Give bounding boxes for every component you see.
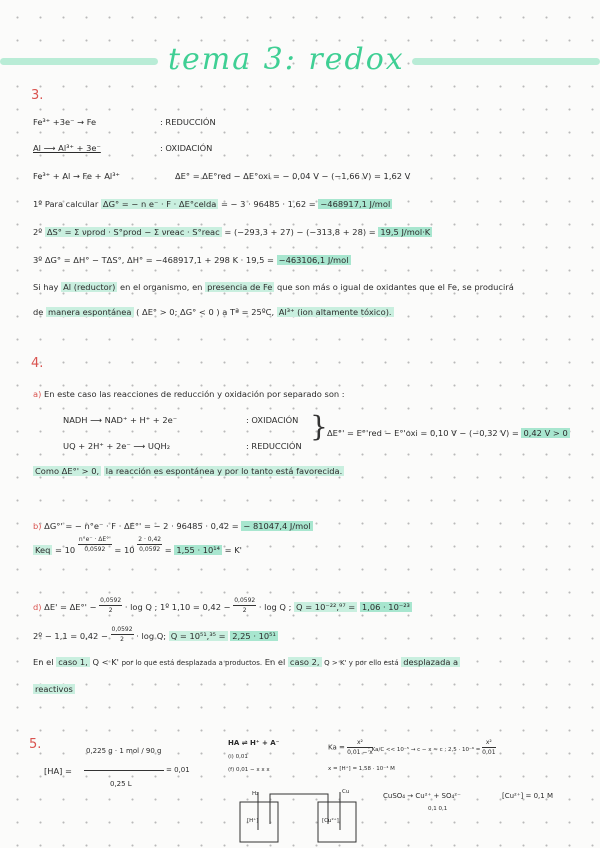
step-2-formula: ΔS° = Σ νprod · S°prod − Σ νreac · S°reac <box>46 227 220 237</box>
reactions-brace: } <box>310 410 328 443</box>
part-d-fraction-2-num: 0,0592 <box>234 597 256 604</box>
conclusion-3-part-e: que son más o igual de oxidantes que el Fe, se producirá <box>277 282 514 292</box>
part-d-q2-result: 2,25 · 10⁵¹ <box>232 631 276 641</box>
ha-final: (f) 0,01 − x x x <box>228 767 270 773</box>
ka-label: Ka = <box>328 743 345 752</box>
part-d-conclusion-i: reactivos <box>35 684 73 694</box>
reaction-fe-reduction: Fe³⁺ +3e⁻ → Fe <box>33 117 97 127</box>
part-d-conclusion-b: caso 1, <box>58 657 88 667</box>
conclusion-3-part-a: Si hay <box>33 282 59 292</box>
keq-fraction-1-den: 0,0592 <box>84 546 106 553</box>
page-title: tema 3: redox <box>168 42 405 77</box>
conclusion-3-part-g: manera espontánea <box>48 307 132 317</box>
beaker-left <box>240 802 278 842</box>
ha-label: [HA] = <box>44 766 72 776</box>
reaction-al-oxidation: Al ⟶ Al³⁺ + 3e⁻ <box>33 143 101 153</box>
cell-cu-label: Cu <box>342 789 350 795</box>
part-d-formula-2b: · log Q ; <box>258 602 292 612</box>
part-d-fraction-1-den: 2 <box>108 607 113 614</box>
part-d-conclusion-d: por lo que está desplazada a productos. <box>121 659 263 667</box>
step-2-substitution: = (−293,3 + 27) − (−313,8 + 28) = <box>224 227 376 237</box>
ka-fraction-2-num: x² <box>482 738 495 748</box>
part-d-q1: Q = 10⁻²²,⁹⁷ = <box>296 602 356 612</box>
part-d-line-2 <box>33 627 278 646</box>
part-d-q1-result: 1,06 · 10⁻²³ <box>361 602 410 612</box>
ka-approx-text: ; Ka/C << 10⁻⁵ → c − x ≈ c ; 2,5 · 10⁻⁶ = <box>368 747 481 753</box>
keq-fraction-2-num: 2 · 0,42 <box>138 536 162 543</box>
cuso4-values: 0,1 0,1 <box>428 806 448 812</box>
step-2-result: 19,5 J/mol·K <box>380 227 431 237</box>
reaction-al-tag: : OXIDACIÓN <box>160 143 213 153</box>
keq-eq-1: = 10 <box>55 545 76 555</box>
conclusion-3-part-f: de <box>33 307 44 317</box>
part-b-label: b) <box>33 521 42 531</box>
part-d-fraction-3-den: 2 <box>120 636 124 643</box>
keq-end: = K' <box>224 545 242 555</box>
step-1-result: −468917,1 J/mol <box>320 199 391 209</box>
part-d-formula-3: 2º − 1,1 = 0,42 − <box>33 631 108 641</box>
title-underline-right <box>412 58 600 65</box>
step-1-substitution: = − 3 · 96485 · 1,62 = <box>220 199 316 209</box>
title-underline-left <box>0 58 158 65</box>
delta-e-formula: ΔE°' = E°'red − E°'oxi = 0,10 V − (−0,32 V) = <box>327 428 519 438</box>
keq-eq-3: = <box>164 545 172 555</box>
ha-initial: (i) 0,01 <box>228 754 248 760</box>
conclusion-3-part-d: presencia de Fe <box>207 282 273 292</box>
reaction-fe-tag: : REDUCCIÓN <box>160 117 216 127</box>
conclusion-3-part-i: Al³⁺ (ion altamente tóxico). <box>278 307 392 317</box>
part-d-formula-2: 1º 1,10 = 0,42 − <box>159 602 231 612</box>
part-a-conclusion <box>33 466 344 476</box>
part-d-conclusion-1 <box>33 657 460 667</box>
part-d-conclusion-f: caso 2, <box>289 657 320 667</box>
ka-fraction-2 <box>482 738 495 757</box>
section-3-number: 3. <box>31 88 44 103</box>
keq-fraction-1 <box>78 535 112 554</box>
part-d-conclusion-g: Q > K' y por ello está <box>324 659 399 667</box>
part-d-fraction-2 <box>233 596 256 615</box>
step-3-substitution: ΔH° = −468917,1 + 298 K · 19,5 = <box>127 255 274 265</box>
keq-label: Keq <box>35 545 51 555</box>
part-a-intro <box>33 389 345 399</box>
cell-h-conc-label: [H⁺] <box>247 818 259 824</box>
part-d-q2: Q = 10⁵¹,³⁵ = <box>170 631 226 641</box>
part-d-label: d) <box>33 602 42 612</box>
part-d-conclusion-a: En el <box>33 657 54 667</box>
part-d-conclusion-e: En el <box>264 657 286 667</box>
conclusion-3-part-h: ( ΔE° > 0; ΔG° < 0 ) a Tª = 25ºC, <box>136 307 275 317</box>
step-3-formula: 3º ΔG° = ΔH° − TΔS°, <box>33 255 125 265</box>
section-5-number: 5. <box>29 737 42 752</box>
reaction-global: Fe³⁺ + Al → Fe + Al³⁺ <box>33 171 120 181</box>
reaction-uq: UQ + 2H⁺ + 2e⁻ ⟶ UQH₂ <box>63 441 171 451</box>
part-d-conclusion-2 <box>33 684 75 694</box>
part-a-conclusion-b: la reacción es espontánea y por lo tanto está favorecida. <box>105 466 343 476</box>
part-d-line-1 <box>33 598 412 617</box>
keq-fraction-1-num: n°e⁻ · ΔE°' <box>78 536 111 543</box>
part-d-fraction-3-num: 0,0592 <box>111 626 133 633</box>
part-d-fraction-1-num: 0,0592 <box>100 597 122 604</box>
step-1-text <box>33 199 392 209</box>
conclusion-3-line-1 <box>33 282 514 292</box>
salt-bridge <box>270 794 328 824</box>
part-a-conclusion-a: Como ΔE°' > 0, <box>35 466 100 476</box>
part-d-fraction-3 <box>111 625 134 644</box>
part-d-conclusion-c: Q < K' <box>92 657 119 667</box>
ha-result: = 0,01 <box>166 766 190 774</box>
reaction-uq-tag: : REDUCCIÓN <box>246 441 302 451</box>
delta-e-equation <box>327 428 570 438</box>
ka-fraction-2-den: 0,01 <box>482 749 496 756</box>
step-2-intro: 2º <box>33 227 43 237</box>
part-d-formula-1: ΔE' = ΔE°' − <box>44 602 97 612</box>
conclusion-3-part-c: en el organismo, en <box>120 282 203 292</box>
ha-denominator: 0,25 L <box>110 780 132 788</box>
reaction-nadh-tag: : OXIDACIÓN <box>246 415 299 425</box>
part-b-line-1 <box>33 521 313 531</box>
cu-concentration: [Cu²⁺] = 0,1 M <box>502 792 553 800</box>
step-1-intro: 1º Para calcular <box>33 199 99 209</box>
part-d-fraction-1 <box>99 596 122 615</box>
part-d-conclusion-h: desplazada a <box>403 657 459 667</box>
keq-fraction-2 <box>137 535 162 554</box>
part-d-fraction-2-den: 2 <box>242 607 247 614</box>
cuso4-dissociation: CuSO₄ → Cu²⁺ + SO₄²⁻ <box>383 792 461 800</box>
ha-numerator: 0,225 g · 1 mol / 90 g <box>86 747 162 755</box>
part-a-label: a) <box>33 389 42 399</box>
keq-eq-2: = 10 <box>114 545 135 555</box>
cell-potential-equation: ΔE° = ΔE°red − ΔE°oxi = − 0,04 V − (−1,66 V) = 1,62 V <box>175 171 411 181</box>
ha-fraction-bar <box>84 770 164 771</box>
part-b-formula: ΔG°' = − n°e⁻ · F · ΔE°' = − 2 · 96485 · 0,42 = <box>44 521 239 531</box>
part-d-formula-1b: · log Q ; <box>124 602 158 612</box>
h-concentration: x = [H⁺] = 1,58 · 10⁻⁴ M <box>328 766 395 772</box>
step-1-formula: ΔG° = − n e⁻ · F · ΔE°celda <box>102 199 217 209</box>
keq-result: 1,55 · 10¹⁴ <box>176 545 220 555</box>
ka-approximation <box>368 740 496 759</box>
conclusion-3-part-b: Al (reductor) <box>63 282 116 292</box>
part-a-text: En este caso las reacciones de reducción y oxidación por separado son : <box>43 389 345 399</box>
step-3-text <box>33 255 351 265</box>
ka-fraction-1-num: x² <box>347 738 373 748</box>
ka-expression <box>328 738 373 757</box>
cell-h2-label: H₂ <box>252 791 259 797</box>
part-d-formula-3b: · log Q; <box>136 631 167 641</box>
conclusion-3-line-2 <box>33 307 394 317</box>
part-b-result: − 81047,4 J/mol <box>243 521 311 531</box>
delta-e-result: 0,42 V > 0 <box>523 428 568 438</box>
cell-cu-conc-label: [Cu²⁺] <box>322 818 339 824</box>
section-4-number: 4. <box>31 356 44 371</box>
step-3-result: −463106,1 J/mol <box>278 255 349 265</box>
ha-dissociation: HA ⇌ H⁺ + A⁻ <box>228 739 280 747</box>
reaction-nadh: NADH ⟶ NAD⁺ + H⁺ + 2e⁻ <box>63 415 178 425</box>
step-2-text <box>33 227 432 237</box>
keq-fraction-2-den: 0,0592 <box>139 546 161 553</box>
ka-fraction-1-den: 0,01 − x <box>347 749 373 756</box>
